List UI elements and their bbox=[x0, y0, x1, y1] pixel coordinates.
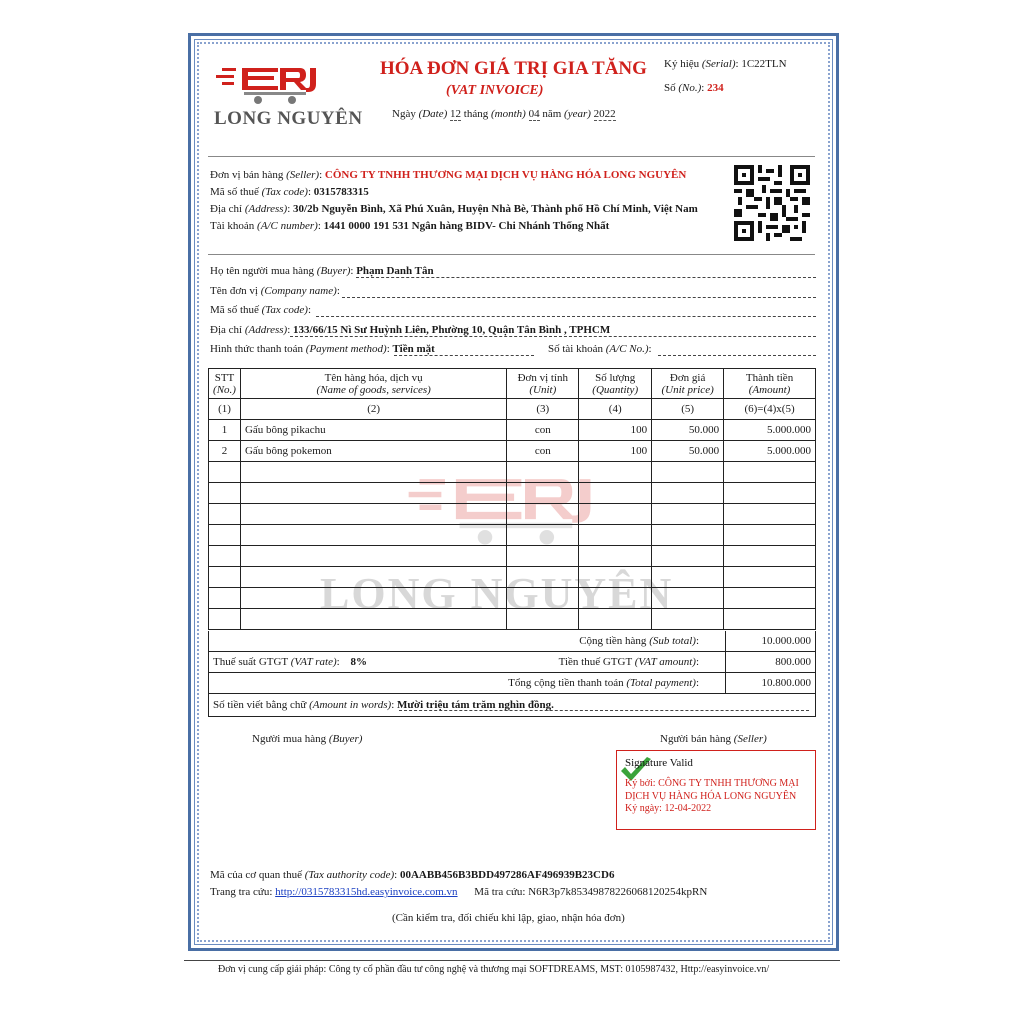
buyer-company-underline bbox=[342, 297, 816, 298]
tax-authority-line: Mã của cơ quan thuế (Tax authority code): 00AABB456B3BDD497286AF496939B23CD6 bbox=[210, 869, 615, 881]
separator bbox=[208, 156, 815, 157]
buyer-name-line: Họ tên người mua hàng (Buyer): Phạm Danh Tân bbox=[210, 265, 434, 277]
footer-separator bbox=[184, 960, 840, 961]
empty-row bbox=[209, 609, 816, 630]
lookup-code: N6R3p7k85349878226068120254kpRN bbox=[528, 886, 708, 898]
buyer-name: Phạm Danh Tân bbox=[356, 265, 434, 277]
vat-rate: 8% bbox=[350, 656, 367, 668]
subtotal-row: Cộng tiền hàng (Sub total): 10.000.000 bbox=[208, 631, 816, 652]
invoice-date: Ngày (Date) 12 tháng (month) 04 năm (year) 2022 bbox=[392, 108, 616, 120]
buyer-address: 133/66/15 Nì Sư Huỳnh Liên, Phường 10, Quận Tân Bình , TPHCM bbox=[293, 324, 611, 336]
buyer-signature-label: Người mua hàng (Buyer) bbox=[252, 733, 363, 745]
total-row: Tổng cộng tiền thanh toán (Total payment): 10.800.000 bbox=[208, 673, 816, 694]
footer-provider: Đơn vị cung cấp giải pháp: Công ty cổ phần đầu tư công nghệ và thương mại SOFTDREAMS, MST: 0105987432, Http://easyinvoice.vn/ bbox=[218, 964, 770, 975]
buyer-company-line: Tên đơn vị (Company name): bbox=[210, 285, 340, 297]
seller-name-line: Đơn vị bán hàng (Seller): CÔNG TY TNHH THƯƠNG MẠI DỊCH VỤ HÀNG HÓA LONG NGUYÊN bbox=[210, 169, 687, 181]
signed-date: Ký ngày: 12-04-2022 bbox=[625, 803, 712, 814]
payment-method: Tiền mặt bbox=[392, 343, 435, 355]
buyer-tax-line: Mã số thuế (Tax code): bbox=[210, 304, 312, 316]
signature-valid-text: Signature Valid bbox=[625, 757, 693, 769]
payment-underline bbox=[394, 355, 534, 356]
subtotal-value: 10.000.000 bbox=[725, 631, 815, 651]
buyer-tax-underline bbox=[316, 316, 816, 317]
empty-row bbox=[209, 504, 816, 525]
table-index-row: (1) (2) (3) (4) (5) (6)=(4)x(5) bbox=[209, 399, 816, 420]
empty-row bbox=[209, 588, 816, 609]
qr-code-icon bbox=[734, 165, 810, 241]
seller-tax-code: 0315783315 bbox=[313, 186, 369, 198]
column-header: Tên hàng hóa, dịch vụ (Name of goods, services) bbox=[240, 369, 506, 399]
buyer-account-line: Số tài khoản (A/C No.): bbox=[548, 343, 652, 355]
seller-address-line: Địa chỉ (Address): 30/2b Nguyễn Bình, Xã Phú Xuân, Huyện Nhà Bè, Thành phố Hồ Chí Minh, Việt Nam bbox=[210, 203, 698, 215]
amount-words-row: Số tiền viết bằng chữ (Amount in words): Mười triệu tám trăm nghìn đồng. bbox=[208, 694, 816, 717]
logo-text: LONG NGUYÊN bbox=[214, 108, 363, 129]
column-header: STT (No.) bbox=[209, 369, 241, 399]
amount-in-words: Mười triệu tám trăm nghìn đồng. bbox=[397, 699, 554, 711]
invoice-number: 234 bbox=[707, 82, 724, 94]
table-row: 1 Gấu bông pikachu con 100 50.000 5.000.000 bbox=[209, 420, 816, 441]
empty-row bbox=[209, 462, 816, 483]
column-header: Số lượng (Quantity) bbox=[579, 369, 652, 399]
items-table bbox=[208, 368, 816, 630]
seller-tax-line: Mã số thuế (Tax code): 0315783315 bbox=[210, 186, 369, 198]
serial-value: 1C22TLN bbox=[741, 58, 787, 70]
serial-line: Ký hiệu (Serial): 1C22TLN bbox=[664, 58, 787, 70]
seller-account: 1441 0000 191 531 Ngân hàng BIDV- Chi Nhánh Thống Nhất bbox=[323, 220, 610, 232]
table-header-row bbox=[209, 369, 816, 399]
vat-row: Thuế suất GTGT (VAT rate): 8% Tiền thuế GTGT (VAT amount): 800.000 bbox=[208, 652, 816, 673]
empty-row bbox=[209, 546, 816, 567]
invoice-subtitle: (VAT INVOICE) bbox=[446, 83, 544, 98]
buyer-address-underline bbox=[290, 336, 816, 337]
column-header: Thành tiền (Amount) bbox=[724, 369, 816, 399]
company-logo-icon bbox=[214, 62, 324, 108]
total-payment: 10.800.000 bbox=[725, 673, 815, 693]
date-month: 04 bbox=[528, 108, 540, 120]
payment-method-line: Hình thức thanh toán (Payment method): Tiền mặt bbox=[210, 343, 435, 355]
tax-authority-code: 00AABB456B3BDD497286AF496939B23CD6 bbox=[399, 869, 615, 881]
buyer-address-line: Địa chỉ (Address): 133/66/15 Nì Sư Huỳnh Liên, Phường 10, Quận Tân Bình , TPHCM bbox=[210, 324, 611, 336]
table-row: 2 Gấu bông pokemon con 100 50.000 5.000.000 bbox=[209, 441, 816, 462]
number-line: Số (No.): 234 bbox=[664, 82, 724, 94]
verification-note: (Cần kiểm tra, đối chiếu khi lập, giao, nhận hóa đơn) bbox=[392, 912, 625, 924]
seller-account-line: Tài khoản (A/C number): 1441 0000 191 531 Ngân hàng BIDV- Chi Nhánh Thống Nhất bbox=[210, 220, 610, 232]
lookup-line: Trang tra cứu: http://0315783315hd.easyinvoice.com.vn Mã tra cứu: N6R3p7k85349878226068120254kpRN bbox=[210, 886, 708, 898]
seller-name: CÔNG TY TNHH THƯƠNG MẠI DỊCH VỤ HÀNG HÓA LONG NGUYÊN bbox=[324, 169, 687, 181]
seller-signature-label: Người bán hàng (Seller) bbox=[660, 733, 767, 745]
empty-row bbox=[209, 483, 816, 504]
buyer-name-underline bbox=[356, 277, 816, 278]
lookup-url-link[interactable]: http://0315783315hd.easyinvoice.com.vn bbox=[275, 886, 458, 898]
invoice-title: HÓA ĐƠN GIÁ TRỊ GIA TĂNG bbox=[380, 58, 647, 79]
column-header: Đơn vị tính (Unit) bbox=[507, 369, 579, 399]
empty-row bbox=[209, 567, 816, 588]
signed-by: Ký bởi: CÔNG TY TNHH THƯƠNG MẠI DỊCH VỤ HÀNG HÓA LONG NGUYÊN bbox=[625, 778, 799, 802]
watermark-text: LONG NGUYÊN bbox=[320, 569, 674, 618]
date-day: 12 bbox=[450, 108, 462, 120]
separator bbox=[208, 254, 815, 255]
buyer-account-underline bbox=[658, 355, 816, 356]
date-year: 2022 bbox=[593, 108, 616, 120]
seller-address: 30/2b Nguyễn Bình, Xã Phú Xuân, Huyện Nhà Bè, Thành phố Hồ Chí Minh, Việt Nam bbox=[293, 203, 698, 215]
digital-signature-box bbox=[616, 750, 816, 830]
column-header: Đơn giá (Unit price) bbox=[652, 369, 724, 399]
empty-row bbox=[209, 525, 816, 546]
vat-amount: 800.000 bbox=[725, 652, 815, 672]
